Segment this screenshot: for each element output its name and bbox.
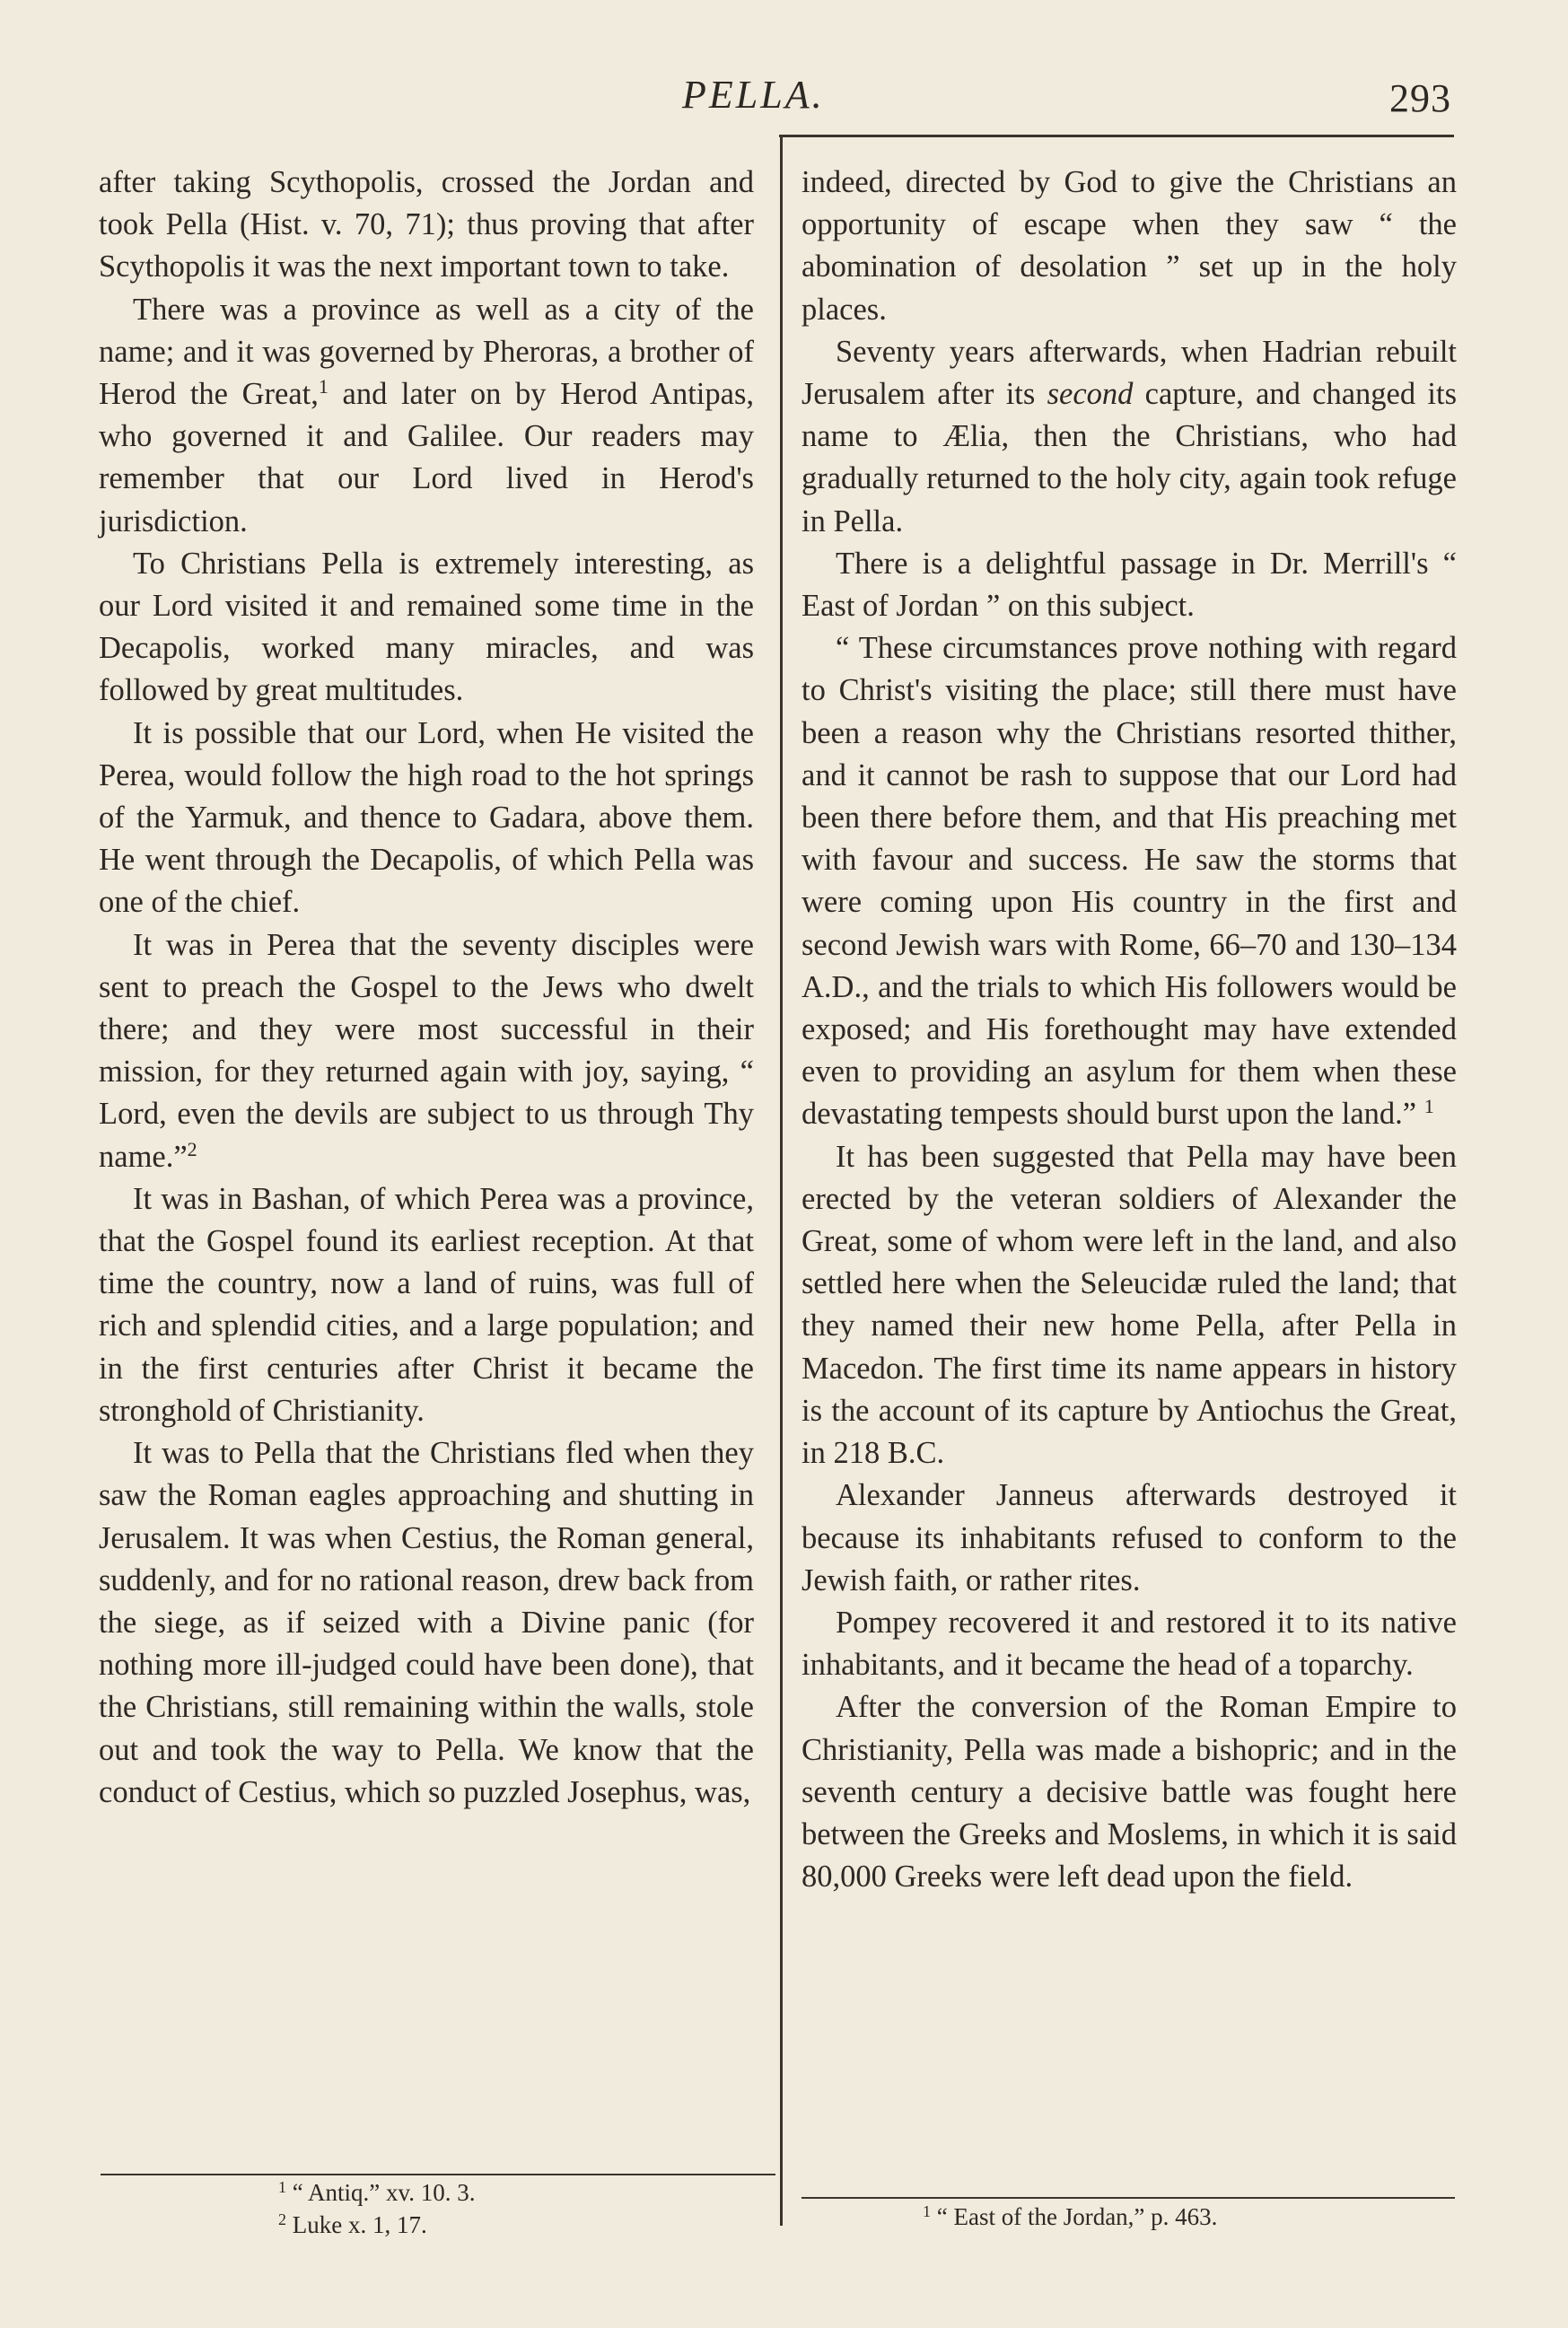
running-head <box>0 63 1568 126</box>
right-column <box>802 162 1457 1898</box>
quotation-paragraph: “ These circumstances prove nothing with regard to Christ's visiting the place; still there must have been a reason why the Christians resorted thither, and it cannot be rash to suppose that our Lord had been there before them, and that His preaching met with favour and success. He saw the storms that were coming upon His country in the first and second Jewish wars with Rome, 66–70 and 130–134 A.D., and the trials to which His followers would be exposed; and His forethought may have extended even to providing an asylum for them when these devastating tempests should burst upon the land.” $^1$ <box>802 631 1457 1132</box>
running-title: PELLA. <box>682 73 825 117</box>
header-rule <box>779 135 1454 137</box>
paragraph: Alexander Janneus afterwards destroyed it because its inhabitants refused to conform to the Jewish faith, or rather rites. <box>802 1478 1457 1597</box>
paragraph: after taking Scythopolis, crossed the Jordan and took Pella (Hist. v. 70, 71); thus proving that after Scythopolis it was the next important town to take. <box>99 165 754 284</box>
era-abbreviation: B.C. <box>887 1436 945 1471</box>
paragraph: indeed, directed by God to give the Christians an opportunity of escape when they saw “ the abomination of desolation ” set up in the holy places. <box>802 165 1457 327</box>
paragraph: After the conversion of the Roman Empire to Christianity, Pella was made a bishopric; and in the seventh century a decisive battle was fought here between the Greeks and Moslems, in which it is said 80,000 Greeks were left dead upon the field. <box>802 1690 1457 1895</box>
footnote-rule-right <box>802 2197 1455 2199</box>
paragraph: Seventy years afterwards, when Hadrian rebuilt Jerusalem after its second capture, and changed its name to Ælia, then the Christians, who had gradually returned to the holy city, again took refuge in Pella. <box>802 334 1457 538</box>
paragraph: It has been suggested that Pella may have been erected by the veteran soldiers of Alexander the Great, some of whom were left in the land, and also settled here when the Seleucidæ ruled the land; that they named their new home Pella, after Pella in Macedon. The first time its name appears in history is the account of its capture by Antiochus the Great, in 218 B.C. <box>802 1139 1457 1471</box>
footnote: $^1$ “ Antiq.” xv. 10. 3. <box>278 2178 476 2206</box>
paragraph: It is possible that our Lord, when He visited the Perea, would follow the high road to the hot springs of the Yarmuk, and thence to Gadara, above them. He went through the Decapolis, of which Pella was one of the chief. <box>99 715 754 920</box>
page-number: 293 <box>1389 76 1451 120</box>
footnote-ref: 1 <box>318 375 328 398</box>
paragraph: Pompey recovered it and restored it to its native inhabitants, and it became the head of a toparchy. <box>802 1605 1457 1683</box>
paragraph: To Christians Pella is extremely interesting, as our Lord visited it and remained some time in the Decapolis, worked many miracles, and was followed by great multitudes. <box>99 546 754 708</box>
emphasis: second <box>1047 377 1134 412</box>
footnote-rule-left <box>101 2174 775 2175</box>
paragraph: There is a delightful passage in Dr. Merrill's “ East of Jordan ” on this subject. <box>802 546 1457 624</box>
column-divider <box>780 135 783 2226</box>
era-abbreviation: A.D. <box>802 969 863 1004</box>
paragraph: It was in Bashan, of which Perea was a province, that the Gospel found its earliest reception. At that time the country, now a land of ruins, was full of rich and splendid cities, and a large population; and in the first centuries after Christ it became the stronghold of Christianity. <box>99 1181 754 1428</box>
left-column <box>99 162 754 1814</box>
footnotes-left <box>278 2176 475 2241</box>
footnotes-right <box>923 2201 1217 2233</box>
footnote: $^1$ “ East of the Jordan,” p. 463. <box>923 2202 1218 2230</box>
paragraph: There was a province as well as a city of the name; and it was governed by Pheroras, a brother of Herod the Great,$^1$ and later on by Herod Antipas, who governed it and Galilee. Our readers may remember that our Lord lived in Herod's jurisdiction. <box>99 292 755 538</box>
footnote-ref: 1 <box>1423 1095 1434 1118</box>
footnote-ref: 2 <box>187 1137 197 1160</box>
paragraph: It was to Pella that the Christians fled when they saw the Roman eagles approaching and shutting in Jerusalem. It was when Cestius, the Roman general, suddenly, and for no rational reason, drew back from the siege, as if seized with a Divine panic (for nothing more ill-judged could have been done), that the Christians, still remaining within the walls, stole out and took the way to Pella. We know that the conduct of Cestius, which so puzzled Josephus, was, <box>99 1436 754 1809</box>
footnote: $^2$ Luke x. 1, 17. <box>278 2210 427 2238</box>
paragraph: It was in Perea that the seventy disciples were sent to preach the Gospel to the Jews who dwelt there; and they were most successful in their mission, for they returned again with joy, saying, “ Lord, even the devils are subject to us through Thy name.”$^2$ <box>99 927 754 1174</box>
